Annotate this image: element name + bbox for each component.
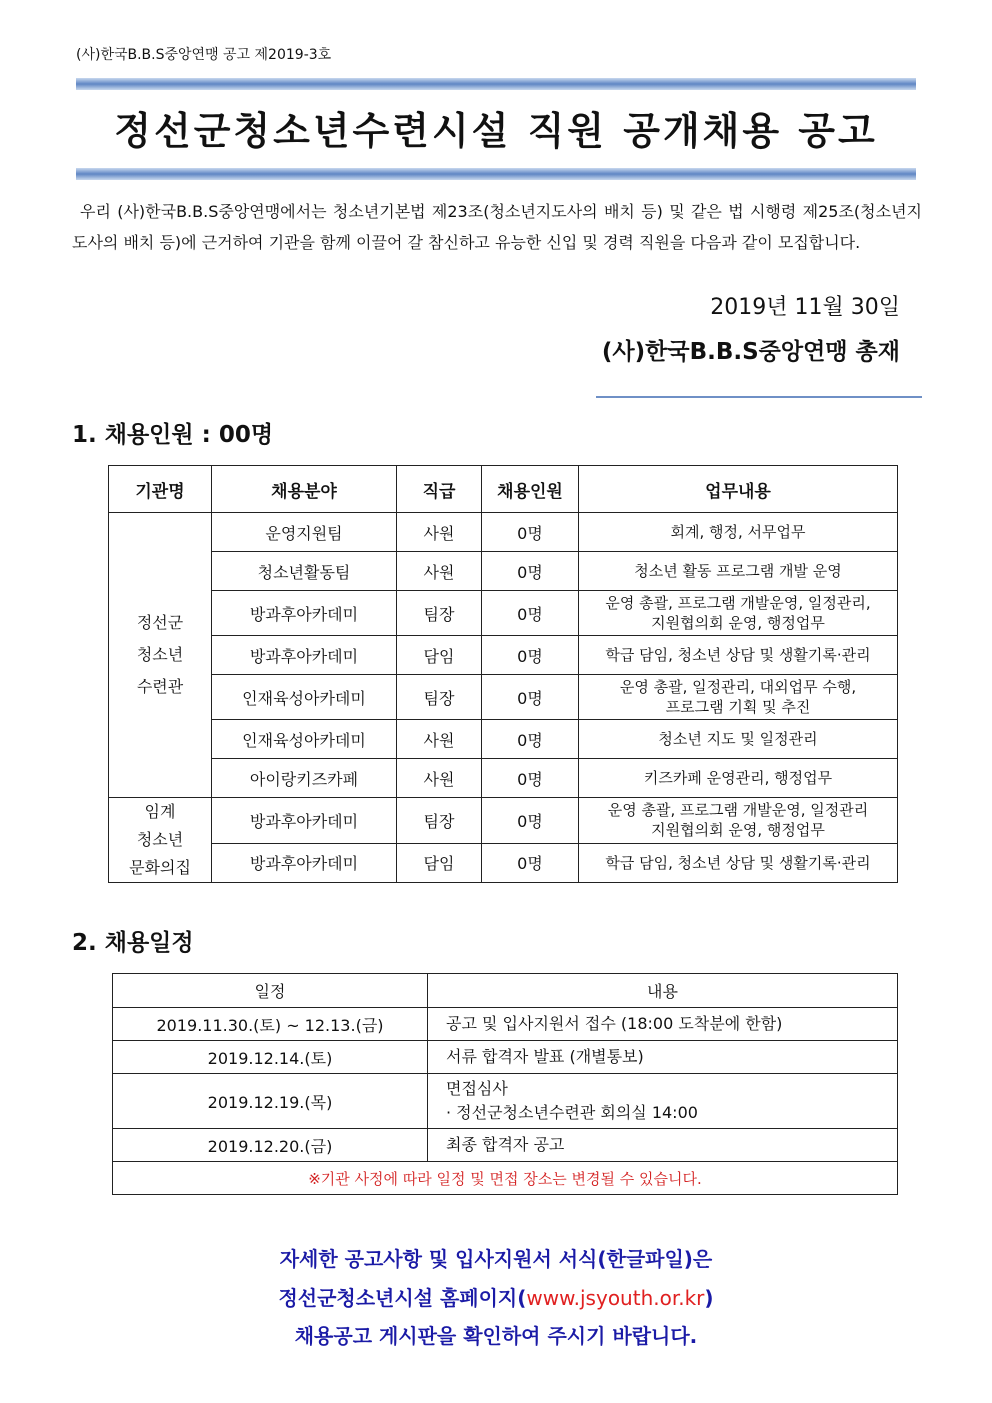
header-field: 채용분야 [212,466,397,513]
field-cell: 인재육성아카데미 [212,720,397,759]
footer-line-3: 채용공고 게시판을 확인하여 주시기 바랍니다. [294,1324,698,1348]
rank-cell: 팀장 [397,591,482,636]
header-count: 채용인원 [482,466,579,513]
rank-cell: 사원 [397,720,482,759]
header-org: 기관명 [109,466,212,513]
table-row [109,759,898,798]
table-row [109,552,898,591]
table-row [109,720,898,759]
rank-cell: 팀장 [397,675,482,720]
title-bar-top [76,78,916,90]
rank-cell: 사원 [397,759,482,798]
header-rank: 직급 [397,466,482,513]
count-cell: 0명 [482,675,579,720]
field-cell: 인재육성아카데미 [212,675,397,720]
schedule-note: ※기관 사정에 따라 일정 및 면접 장소는 변경될 수 있습니다. [113,1162,898,1195]
schedule-date: 2019.11.30.(토) ~ 12.13.(금) [113,1008,428,1041]
divider [596,396,922,398]
count-cell: 0명 [482,843,579,882]
duty-cell: 키즈카페 운영관리, 행정업무 [579,759,898,798]
schedule-date: 2019.12.19.(목) [113,1074,428,1129]
org-cell-imgye: 임계 청소년 문화의집 [109,798,212,883]
table-row [109,636,898,675]
table-row [113,1008,898,1041]
table-header-row [113,974,898,1008]
duty-cell: 운영 총괄, 프로그램 개발운영, 일정관리 지원협의회 운영, 행정업무 [579,798,898,844]
announcement-date: 2019년 11월 30일 [710,295,900,320]
count-cell: 0명 [482,552,579,591]
field-cell: 아이랑키즈카페 [212,759,397,798]
header-date: 일정 [113,974,428,1008]
rank-cell: 담임 [397,636,482,675]
table-row [109,675,898,720]
title-bar-bottom [76,168,916,180]
org-cell-jeongseon: 정선군 청소년 수련관 [109,513,212,798]
document-number: (사)한국B.B.S중앙연맹 공고 제2019-3호 [76,47,332,63]
field-cell: 운영지원팀 [212,513,397,552]
header-duty: 업무내용 [579,466,898,513]
footer-paren-close: ) [704,1286,714,1310]
schedule-content: 최종 합격자 공고 [428,1129,898,1162]
schedule-table [112,973,898,1195]
section-schedule-title: 2. 채용일정 [72,930,194,956]
count-cell: 0명 [482,591,579,636]
page-title: 정선군청소년수련시설 직원 공개채용 공고 [114,108,878,153]
count-cell: 0명 [482,759,579,798]
field-cell: 방과후아카데미 [212,636,397,675]
header-content: 내용 [428,974,898,1008]
positions-table [108,465,898,883]
field-cell: 방과후아카데미 [212,591,397,636]
rank-cell: 팀장 [397,798,482,844]
count-cell: 0명 [482,798,579,844]
schedule-date: 2019.12.14.(토) [113,1041,428,1074]
count-cell: 0명 [482,513,579,552]
schedule-content: 공고 및 입사지원서 접수 (18:00 도착분에 한함) [428,1008,898,1041]
field-cell: 청소년활동팀 [212,552,397,591]
table-row [113,1162,898,1195]
duty-cell: 운영 총괄, 일정관리, 대외업무 수행, 프로그램 기획 및 추진 [579,675,898,720]
schedule-date: 2019.12.20.(금) [113,1129,428,1162]
duty-cell: 청소년 활동 프로그램 개발 운영 [579,552,898,591]
duty-cell: 회계, 행정, 서무업무 [579,513,898,552]
schedule-content: 서류 합격자 발표 (개별통보) [428,1041,898,1074]
footer-line-2 [0,1282,992,1311]
duty-cell: 운영 총괄, 프로그램 개발운영, 일정관리, 지원협의회 운영, 행정업무 [579,591,898,636]
intro-paragraph: 우리 (사)한국B.B.S중앙연맹에서는 청소년기본법 제23조(청소년지도사의 배치 등) 및 같은 법 시행령 제25조(청소년지도사의 배치 등)에 근거하여 기관을 함께 이끌어 갈 참신하고 유능한 신입 및 경력 직원을 다음과 같이 모집합니다. [72,202,922,252]
footer-line-1: 자세한 공고사항 및 입사지원서 서식(한글파일)은 [279,1247,713,1271]
table-header-row [109,466,898,513]
duty-cell: 청소년 지도 및 일정관리 [579,720,898,759]
table-row [109,798,898,844]
table-row [109,591,898,636]
section-positions-title: 1. 채용인원 : 00명 [72,422,274,448]
table-row [113,1129,898,1162]
schedule-content: 면접심사 · 정선군청소년수련관 회의실 14:00 [428,1074,898,1129]
count-cell: 0명 [482,720,579,759]
table-row [113,1074,898,1129]
homepage-link[interactable]: www.jsyouth.or.kr [526,1286,705,1310]
count-cell: 0명 [482,636,579,675]
field-cell: 방과후아카데미 [212,843,397,882]
rank-cell: 담임 [397,843,482,882]
issuer: (사)한국B.B.S중앙연맹 총재 [601,339,900,365]
table-row [109,843,898,882]
table-row [113,1041,898,1074]
rank-cell: 사원 [397,552,482,591]
duty-cell: 학급 담임, 청소년 상담 및 생활기록·관리 [579,843,898,882]
table-row [109,513,898,552]
footer-homepage-label: 정선군청소년시설 홈페이지( [278,1286,527,1310]
field-cell: 방과후아카데미 [212,798,397,844]
rank-cell: 사원 [397,513,482,552]
duty-cell: 학급 담임, 청소년 상담 및 생활기록·관리 [579,636,898,675]
